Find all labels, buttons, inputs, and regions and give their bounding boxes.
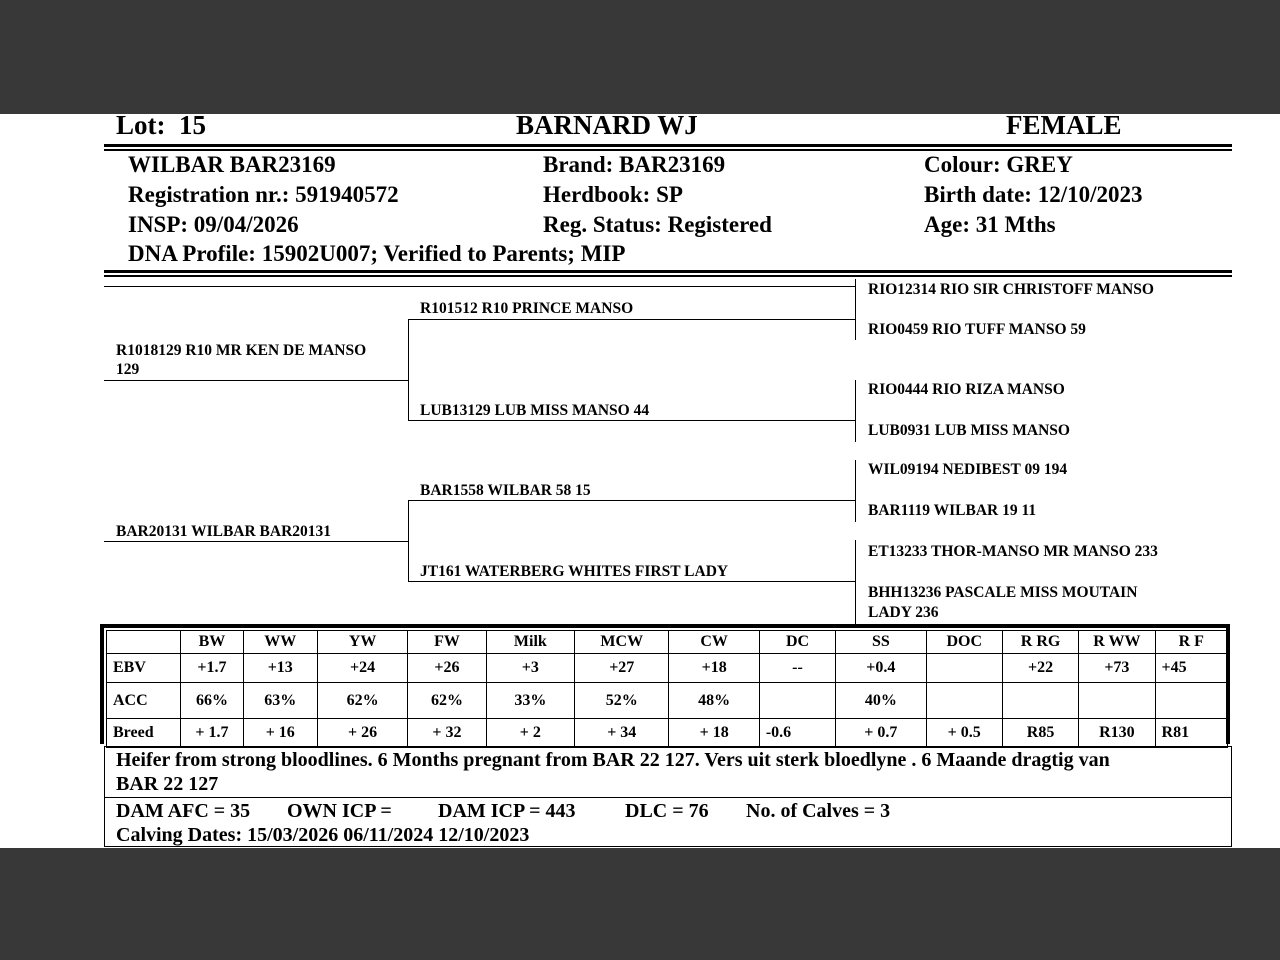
- table-cell: [759, 683, 835, 719]
- ggp-6: BAR1119 WILBAR 19 11: [868, 502, 1037, 519]
- pedigree-top-line: [104, 286, 855, 287]
- catalogue-page: [0, 110, 1280, 848]
- dlc: DLC = 76: [625, 800, 709, 822]
- breeder-name: BARNARD WJ: [516, 110, 698, 140]
- ggp-3: RIO0444 RIO RIZA MANSO: [868, 381, 1065, 398]
- ggp-2: RIO0459 RIO TUFF MANSO 59: [868, 321, 1086, 338]
- sire-bracket: [408, 319, 409, 421]
- table-cell: [1002, 683, 1078, 719]
- sire-line: [104, 380, 409, 381]
- dam-dam: JT161 WATERBERG WHITES FIRST LADY: [420, 563, 729, 580]
- ggp-1: RIO12314 RIO SIR CHRISTOFF MANSO: [868, 281, 1154, 298]
- col-header: YW: [317, 631, 407, 654]
- table-cell: + 1.7: [181, 719, 243, 748]
- table-cell: + 2: [486, 719, 574, 748]
- table-cell: + 32: [408, 719, 486, 748]
- ggp-5: WIL09194 NEDIBEST 09 194: [868, 461, 1068, 478]
- header-rule: [104, 144, 1232, 147]
- col-header: R WW: [1079, 631, 1155, 654]
- table-cell: R130: [1079, 719, 1155, 748]
- calving-dates: Calving Dates: 15/03/2026 06/11/2024 12/10/2023: [116, 824, 530, 846]
- ebv-table: [106, 630, 1228, 748]
- sire-dam: LUB13129 LUB MISS MANSO 44: [420, 402, 650, 419]
- reg-status: Reg. Status: Registered: [543, 212, 772, 237]
- table-cell: R85: [1002, 719, 1078, 748]
- remarks-divider: [104, 797, 1232, 798]
- brand: Brand: BAR23169: [543, 152, 726, 177]
- table-cell: + 16: [243, 719, 317, 748]
- row-label: Breed: [107, 719, 181, 748]
- table-cell: R81: [1155, 719, 1227, 748]
- table-cell: +0.4: [836, 654, 926, 683]
- ggp-bracket-1: [855, 279, 856, 340]
- remarks-text: Heifer from strong bloodlines. 6 Months pregnant from BAR 22 127. Vers uit sterk bloedlyne . 6 Maande dragtig van BAR 22 127: [116, 749, 1110, 795]
- table-cell: --: [759, 654, 835, 683]
- table-cell: +18: [669, 654, 759, 683]
- table-cell: 63%: [243, 683, 317, 719]
- table-cell: 62%: [408, 683, 486, 719]
- ebv-header-row: [107, 631, 1228, 654]
- dam-dam-line: [408, 581, 856, 582]
- table-cell: +73: [1079, 654, 1155, 683]
- herdbook: Herdbook: SP: [543, 182, 683, 207]
- col-header: SS: [836, 631, 926, 654]
- breed-row: [107, 719, 1228, 748]
- row-label: ACC: [107, 683, 181, 719]
- table-cell: +26: [408, 654, 486, 683]
- info-rule-thin: [104, 275, 1232, 277]
- table-cell: 40%: [836, 683, 926, 719]
- dam-sire: BAR1558 WILBAR 58 15: [420, 482, 591, 499]
- col-header: BW: [181, 631, 243, 654]
- colour: Colour: GREY: [924, 152, 1073, 177]
- registration-number: Registration nr.: 591940572: [128, 182, 399, 207]
- col-header: DC: [759, 631, 835, 654]
- sex-label: FEMALE: [1006, 110, 1122, 140]
- table-cell: 33%: [486, 683, 574, 719]
- table-cell: + 0.5: [926, 719, 1002, 748]
- ggp-bracket-2: [855, 380, 856, 442]
- table-cell: +3: [486, 654, 574, 683]
- table-cell: 48%: [669, 683, 759, 719]
- table-cell: +27: [575, 654, 669, 683]
- table-cell: +22: [1002, 654, 1078, 683]
- birth-date: Birth date: 12/10/2023: [924, 182, 1143, 207]
- col-header: MCW: [575, 631, 669, 654]
- table-cell: 66%: [181, 683, 243, 719]
- ggp-7: ET13233 THOR-MANSO MR MANSO 233: [868, 543, 1158, 560]
- table-cell: [926, 683, 1002, 719]
- insp-date: INSP: 09/04/2026: [128, 212, 299, 237]
- table-cell: [1079, 683, 1155, 719]
- sire-sire: R101512 R10 PRINCE MANSO: [420, 300, 634, 317]
- table-cell: + 0.7: [836, 719, 926, 748]
- col-header: DOC: [926, 631, 1002, 654]
- dam-sire-line: [408, 500, 856, 501]
- table-cell: [926, 654, 1002, 683]
- col-header: CW: [669, 631, 759, 654]
- dam-bracket: [408, 500, 409, 582]
- table-cell: + 26: [317, 719, 407, 748]
- age: Age: 31 Mths: [924, 212, 1056, 237]
- table-cell: +45: [1155, 654, 1227, 683]
- col-header: R F: [1155, 631, 1227, 654]
- dna-profile: DNA Profile: 15902U007; Verified to Parents; MIP: [128, 241, 626, 266]
- no-of-calves: No. of Calves = 3: [746, 800, 891, 822]
- col-header: FW: [408, 631, 486, 654]
- dam-afc: DAM AFC = 35: [116, 800, 251, 822]
- col-header: [107, 631, 181, 654]
- own-icp: OWN ICP =: [287, 800, 392, 822]
- acc-row: [107, 683, 1228, 719]
- ggp-bracket-3: [855, 460, 856, 522]
- table-cell: +13: [243, 654, 317, 683]
- info-rule: [104, 270, 1232, 273]
- ggp-8: BHH13236 PASCALE MISS MOUTAIN LADY 236: [868, 584, 1138, 621]
- sire-dam-line: [408, 420, 856, 421]
- table-cell: 62%: [317, 683, 407, 719]
- table-cell: + 34: [575, 719, 669, 748]
- col-header: Milk: [486, 631, 574, 654]
- dam-name: BAR20131 WILBAR BAR20131: [116, 523, 332, 540]
- col-header: WW: [243, 631, 317, 654]
- sire-sire-line: [408, 319, 856, 320]
- lot-number: 15: [179, 110, 206, 140]
- ebv-row: [107, 654, 1228, 683]
- header-rule-thin: [104, 149, 1232, 151]
- ggp-4: LUB0931 LUB MISS MANSO: [868, 422, 1070, 439]
- dam-icp: DAM ICP = 443: [438, 800, 576, 822]
- lot-label: Lot: 15: [116, 110, 206, 140]
- table-cell: [1155, 683, 1227, 719]
- animal-name: WILBAR BAR23169: [128, 152, 336, 177]
- table-cell: +1.7: [181, 654, 243, 683]
- sire-name: R1018129 R10 MR KEN DE MANSO 129: [116, 342, 367, 378]
- ggp-bracket-4: [855, 540, 856, 624]
- dam-line: [104, 541, 409, 542]
- table-cell: + 18: [669, 719, 759, 748]
- table-cell: 52%: [575, 683, 669, 719]
- col-header: R RG: [1002, 631, 1078, 654]
- table-cell: +24: [317, 654, 407, 683]
- row-label: EBV: [107, 654, 181, 683]
- table-cell: -0.6: [759, 719, 835, 748]
